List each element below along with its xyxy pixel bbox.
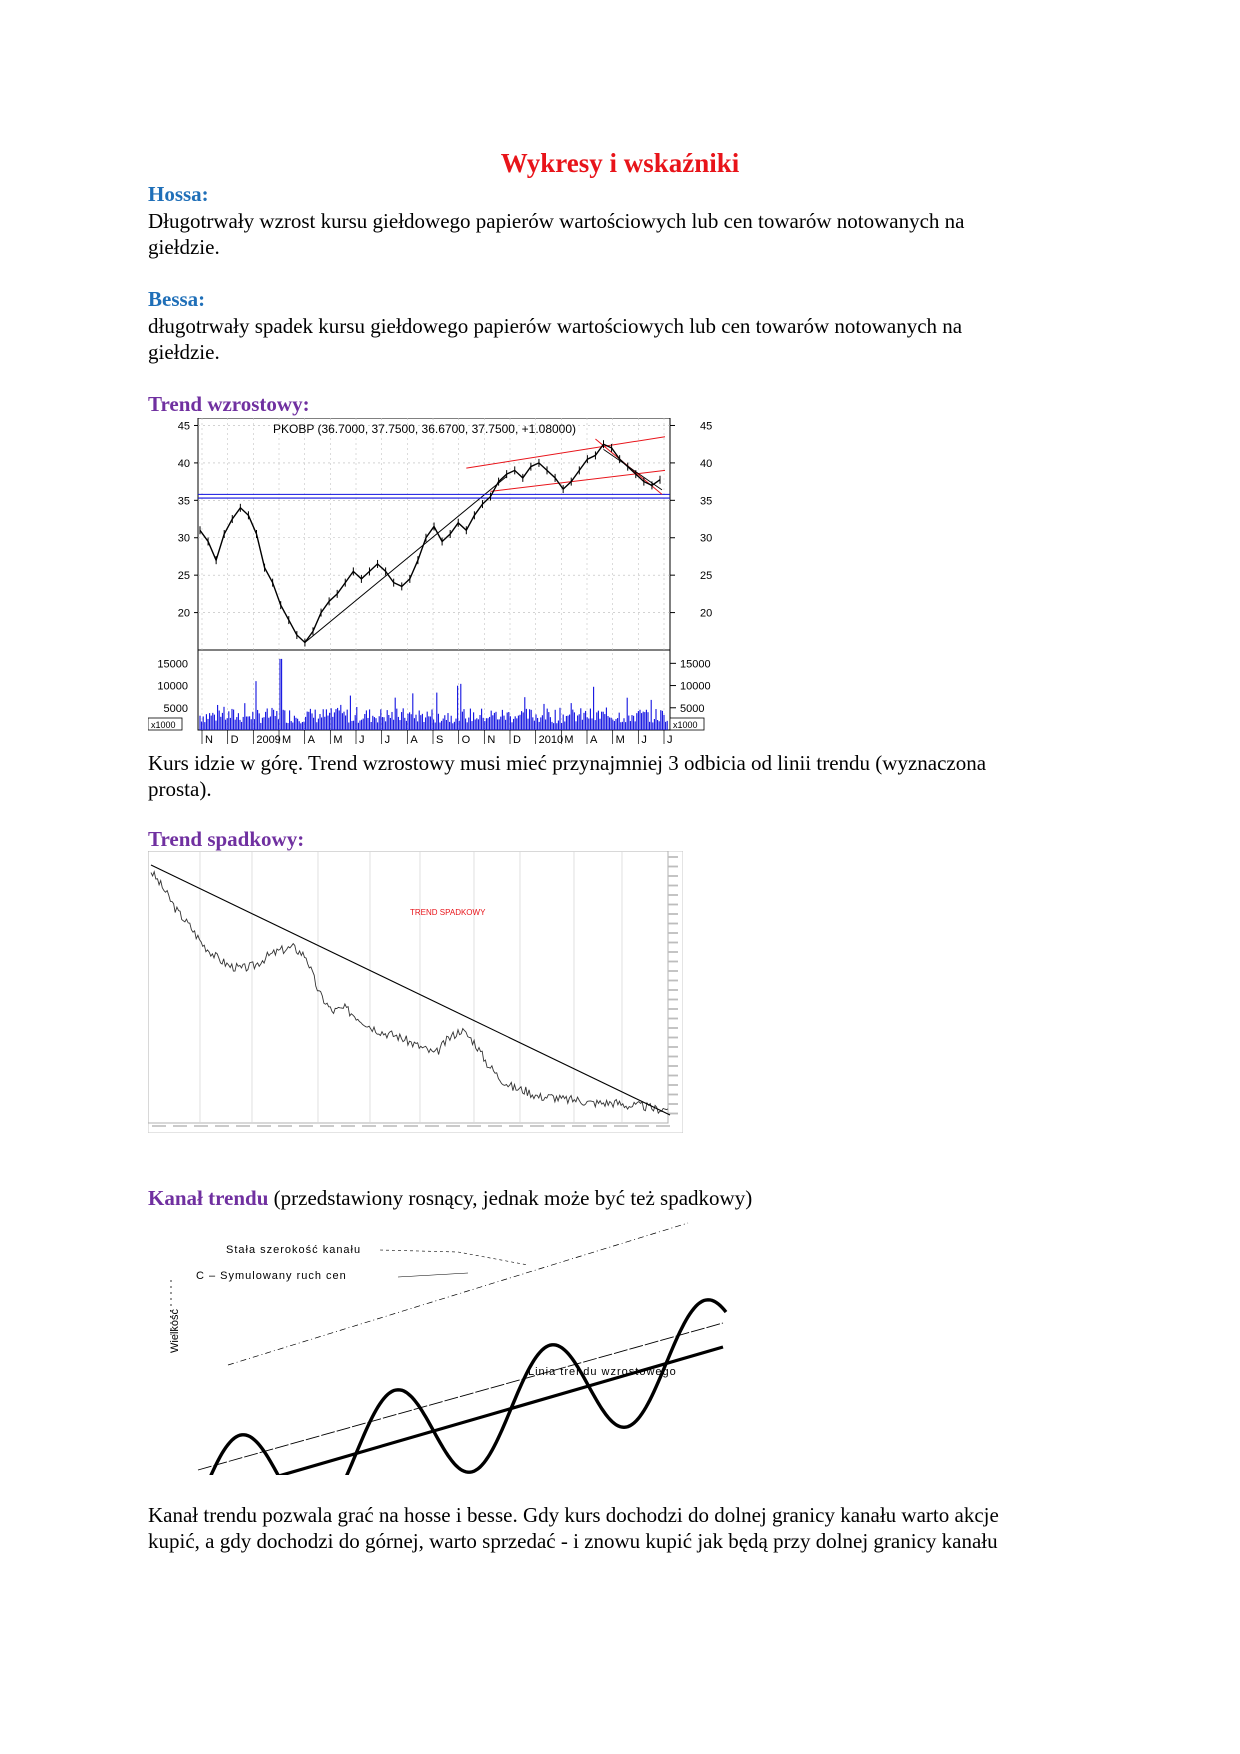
x-tick-label: J [359,734,365,746]
trend-wzrostowy-line-2: prosta). [148,777,212,801]
kanal-trendu-heading-bold: Kanał trendu [148,1186,269,1210]
trend-spadkowy-heading: Trend spadkowy: [148,827,305,851]
x-tick-label: 2010 [538,734,564,746]
trend-wzrostowy-heading: Trend wzrostowy: [148,392,310,416]
y-tick-label-left: 45 [177,420,190,433]
trend-wzrostowy-caption [148,750,1098,802]
x-tick-label: D [513,734,521,746]
kanal-trendu-line-2: kupić, a gdy dochodzi do górnej, warto sprzedać - i znowu kupić jak będą przy dolnej granicy kanału [148,1529,998,1553]
x-tick-label: S [436,734,444,746]
x-tick-label: J [384,734,391,746]
y-tick-label-left: 40 [177,457,190,470]
y-tick-label-right: 30 [700,532,713,545]
simulated-price-wave [148,1300,726,1475]
leader-simulated-price [398,1273,468,1277]
label-channel-width: Stała szerokość kanału [226,1244,362,1256]
trend-wzrostowy-line-1: Kurs idzie w górę. Trend wzrostowy musi mieć przynajmniej 3 odbicia od linii trendu (wyznaczona [148,751,987,775]
chart-title: PKOBP (36.7000, 37.7500, 36.6700, 37.7500, +1.08000) [273,422,577,436]
volume-tick-label-right: 10000 [680,680,711,693]
y-tick-label-left: 25 [177,570,190,583]
price-panel [198,418,670,650]
x-tick-label: M [615,734,625,746]
x-tick-label: N [205,734,213,746]
downtrend-stock-chart [148,851,683,1133]
channel-lower-line [198,1323,723,1470]
leader-channel-width-2 [458,1252,528,1265]
volume-tick-label-right: 5000 [680,702,705,715]
x-tick-label: A [590,734,598,746]
x-tick-label: N [487,734,496,746]
kanal-trendu-line-1: Kanał trendu pozwala grać na hosse i besse. Gdy kurs dochodzi do dolnej granicy kanału warto akcje [148,1503,999,1527]
x-tick-label: M [564,734,574,746]
x-tick-label: J [641,734,647,746]
downtrend-annotation: TREND SPADKOWY [410,908,486,917]
volume-unit-left: x1000 [151,720,176,730]
bessa-definition [148,313,1098,365]
bessa-heading: Bessa: [148,287,206,311]
bessa-line-1: długotrwały spadek kursu giełdowego papierów wartościowych lub cen towarów notowanych na [148,314,963,338]
y-axis-label: Wielkość [169,1308,181,1353]
hossa-line-1: Długotrwały wzrost kursu giełdowego papierów wartościowych lub cen towarów notowanych na [148,209,965,233]
x-tick-label: J [667,734,673,746]
x-tick-label: A [307,734,316,746]
kanal-trendu-caption [148,1502,1098,1554]
y-tick-label-right: 35 [700,495,713,508]
x-tick-label: M [282,734,292,746]
y-tick-label-left: 20 [177,607,190,620]
kanal-trendu-heading-rest: (przedstawiony rosnący, jednak może być też spadkowy) [268,1186,753,1210]
hossa-definition [148,208,1098,260]
y-tick-label-right: 20 [700,607,713,620]
volume-tick-label-right: 15000 [680,658,711,671]
x-tick-label: O [461,734,471,746]
y-tick-label-right: 40 [700,457,713,470]
downtrend-plot-area [148,851,668,1123]
uptrend-stock-chart [148,418,718,750]
y-tick-label-right: 25 [700,570,713,583]
y-tick-label-right: 45 [700,420,713,433]
x-tick-label: 2009 [256,734,281,746]
y-tick-label-left: 30 [177,532,190,545]
x-tick-label: M [333,734,343,746]
volume-tick-label-left: 10000 [157,680,188,693]
label-uptrend-line: Linia trendu wzrostowego [528,1366,677,1378]
hossa-line-2: giełdzie. [148,235,220,259]
trend-channel-diagram [148,1215,738,1475]
volume-tick-label-left: 5000 [163,702,188,715]
bessa-line-2: giełdzie. [148,340,220,364]
kanal-trendu-heading [148,1186,752,1211]
y-tick-label-left: 35 [177,495,190,508]
volume-unit-right: x1000 [673,720,698,730]
x-tick-label: D [230,734,239,746]
volume-tick-label-left: 15000 [157,658,188,671]
x-tick-label: A [410,734,418,746]
label-simulated-price: C – Symulowany ruch cen [196,1270,347,1282]
leader-channel-width [380,1250,458,1252]
page-title: Wykresy i wskaźniki [500,148,740,178]
hossa-heading: Hossa: [148,182,209,206]
